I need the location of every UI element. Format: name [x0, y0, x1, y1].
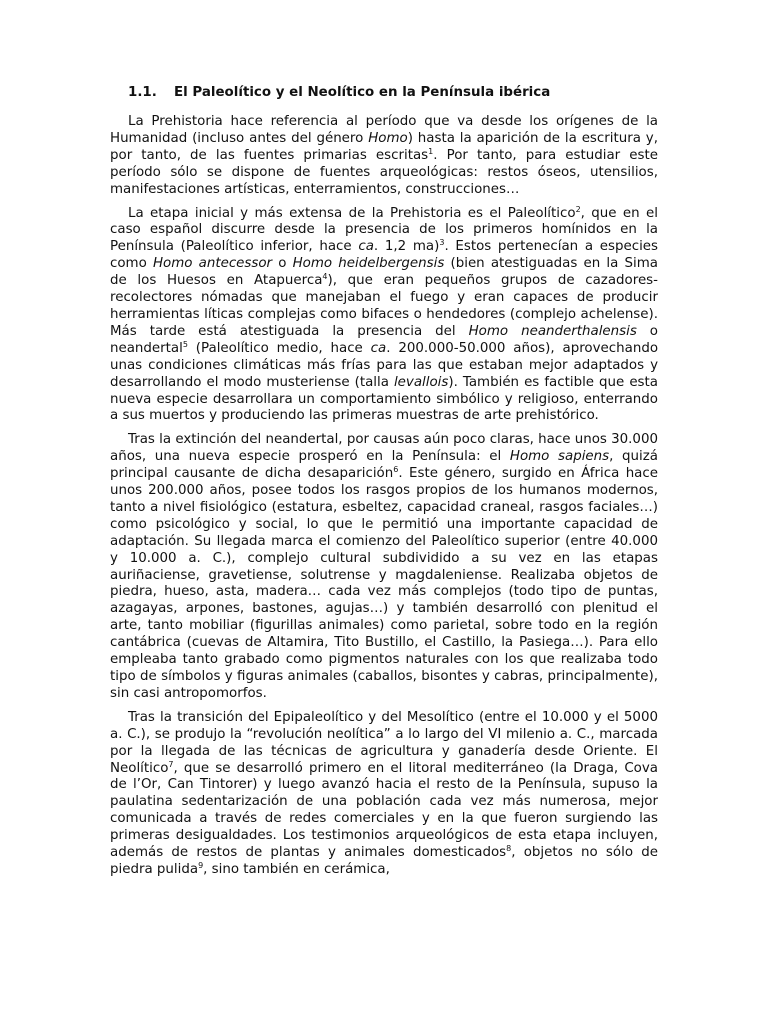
text-run: . 1,2 ma) — [373, 239, 440, 255]
paragraph — [110, 206, 658, 426]
text-run: . Por tanto, para estudiar este período sólo se dispone de fuentes arqueológicas: restos óseos, utensilios, manifestaciones artísticas, enterramientos, construcciones… — [110, 147, 658, 197]
italic-term: Homo — [368, 130, 408, 146]
italic-term: ca — [370, 340, 387, 356]
text-run: ). También es factible que esta nueva especie desarrollara un comportamiento simbólico y religioso, enterrando a sus muertos y produciendo las primeras muestras de arte prehistórico. — [110, 374, 658, 424]
italic-term: Homo heidelbergensis — [292, 256, 445, 272]
footnote-marker: 8 — [506, 844, 512, 854]
text-run: , objetos no sólo de piedra pulida — [110, 845, 658, 877]
footnote-marker: 7 — [168, 759, 174, 769]
footnote-marker: 2 — [575, 204, 581, 214]
footnote-marker: 4 — [322, 272, 328, 282]
paragraph — [110, 114, 658, 199]
text-run: , quizá principal causante de dicha desaparición — [110, 449, 658, 482]
section-number: 1.1. — [128, 85, 157, 100]
footnote-marker: 9 — [198, 860, 204, 870]
text-run: La etapa inicial y más extensa de la Prehistoria es el Paleolítico — [128, 205, 576, 221]
text-run: (bien atestiguadas en la Sima de los Huesos en Atapuerca — [110, 256, 658, 289]
italic-term: levallois — [393, 374, 449, 390]
text-run: ) hasta la aparición de la escritura y, por tanto, de las fuentes primarias escritas — [110, 130, 658, 163]
text-run: o — [272, 256, 293, 272]
text-run: , que en el caso español discurre desde la presencia de los primeros homínidos en la Península (Paleolítico inferior, hace — [110, 205, 659, 255]
text-run: o neandertal — [110, 323, 659, 356]
footnote-marker: 6 — [393, 465, 399, 475]
footnote-marker: 1 — [428, 146, 434, 156]
text-run: ), que eran pequeños grupos de cazadores-recolectores nómadas que manejaban el fuego y eran capaces de producir herramientas líticas complejas como bifaces o hendedores (complejo achelense). Más tarde está atestiguada la presencia del — [110, 273, 658, 339]
text-run: , que se desarrolló primero en el litoral mediterráneo (la Draga, Cova de l’Or, Can Tintorer) y luego avanzó hacia el resto de la Península, supuso la paulatina sedentarización de una población cada vez más numerosa, mejor comunicada a través de redes comerciales y en la que fueron surgiendo las primeras desigualdades. Los testimonios arqueológicos de esta etapa incluyen, además de restos de plantas y animales domesticados — [110, 760, 658, 861]
text-run: Tras la extinción del neandertal, por causas aún poco claras, hace unos 30.000 años, una nueva especie prosperó en la Península: el — [110, 432, 658, 465]
text-run: La Prehistoria hace referencia al período que va desde los orígenes de la Humanidad (incluso antes del género — [110, 114, 658, 146]
italic-term: Homo sapiens — [509, 449, 610, 465]
section-heading — [110, 82, 658, 104]
text-run: , sino también en cerámica, — [203, 861, 390, 877]
paragraph — [110, 432, 658, 703]
paragraph — [110, 710, 658, 879]
italic-term: Homo antecessor — [152, 256, 273, 272]
text-run: . Este género, surgido en África hace unos 200.000 años, posee todos los rasgos propios de los humanos modernos, tanto a nivel fisiológico (estatura, esbeltez, capacidad craneal, rasgos faciales…) como psicológico y social, lo que le permitió una importante capacidad de adaptación. Su llegada marca el comienzo del Paleolítico superior (entre 40.000 y 10.000 a. C.), complejo cultural subdividido a su vez en las etapas auriñaciense, gravetiense, solutrense y magdaleniense. Realizaba objetos de piedra, hueso, asta, madera… cada vez más complejos (todo tipo de puntas, azagayas, arpones, bastones, agujas…) y también desarrolló con plenitud el arte, tanto mobiliar (figurillas animales) como parietal, sobre todo en la región cantábrica (cuevas de Altamira, Tito Bustillo, el Castillo, la Pasiega…). Para ello empleaba tanto grabado como pigmentos naturales con los que realizaba todo tipo de símbolos y figuras animales (caballos, bisontes y cabras, principalmente), sin casi antropomorfos. — [110, 466, 658, 701]
body-text — [110, 114, 658, 879]
text-run: Tras la transición del Epipaleolítico y del Mesolítico (entre el 10.000 y el 5000 a. C.), se produjo la “revolución neolítica” a lo largo del VI milenio a. C., marcada por la llegada de las técnicas de agricultura y ganadería desde Oriente. El Neolítico — [110, 709, 658, 776]
text-run: . 200.000-50.000 años), aprovechando unas condiciones climáticas más frías para las que estaban mejor adaptados y desarrollando el modo musteriense (talla — [110, 340, 659, 390]
italic-term: ca — [358, 239, 374, 255]
footnote-marker: 5 — [182, 339, 188, 349]
text-run: . Estos pertenecían a especies como — [110, 239, 659, 272]
document-page — [110, 82, 658, 886]
italic-term: Homo neanderthalensis — [468, 323, 637, 339]
footnote-marker: 3 — [439, 238, 445, 248]
section-title: El Paleolítico y el Neolítico en la Península ibérica — [174, 85, 551, 100]
text-run: (Paleolítico medio, hace — [187, 340, 371, 356]
